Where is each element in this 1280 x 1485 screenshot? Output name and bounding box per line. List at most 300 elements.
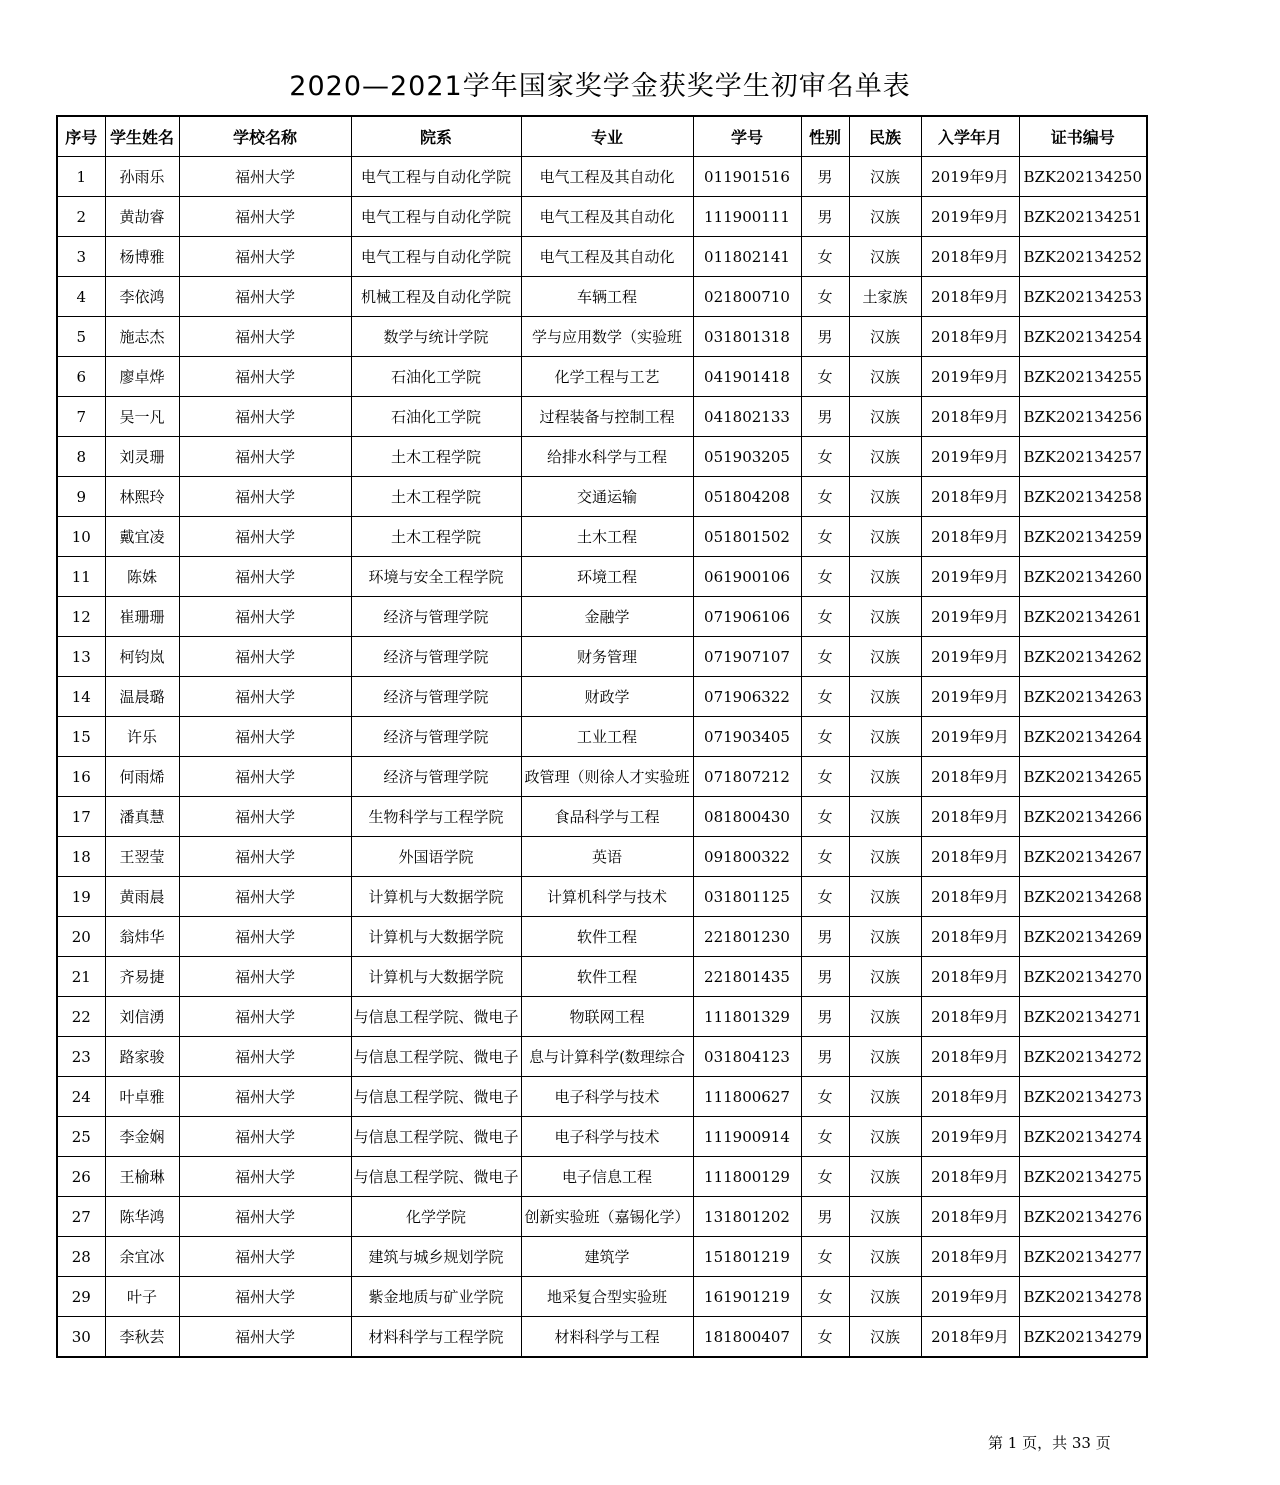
cell-ethnicity: 汉族 (849, 317, 921, 357)
cell-certificate-no: BZK202134275 (1019, 1157, 1147, 1197)
page-number: 第 1 页，共 33 页 (988, 1434, 1111, 1452)
cell-student-name: 路家骏 (105, 1037, 179, 1077)
cell-ethnicity: 汉族 (849, 397, 921, 437)
cell-ethnicity: 汉族 (849, 517, 921, 557)
cell-ethnicity: 土家族 (849, 277, 921, 317)
cell-enroll-date: 2019年9月 (921, 557, 1019, 597)
cell-gender: 男 (801, 957, 849, 997)
cell-ethnicity: 汉族 (849, 477, 921, 517)
table-row (57, 237, 1147, 277)
cell-gender: 女 (801, 1157, 849, 1197)
cell-student-id: 061900106 (693, 557, 801, 597)
cell-certificate-no: BZK202134276 (1019, 1197, 1147, 1237)
cell-major: 电子科学与技术 (521, 1077, 693, 1117)
cell-major: 电气工程及其自动化 (521, 157, 693, 197)
cell-enroll-date: 2019年9月 (921, 1117, 1019, 1157)
cell-index: 16 (57, 757, 105, 797)
cell-student-name: 廖卓烨 (105, 357, 179, 397)
cell-student-id: 111800627 (693, 1077, 801, 1117)
cell-gender: 女 (801, 237, 849, 277)
cell-index: 26 (57, 1157, 105, 1197)
table-row (57, 397, 1147, 437)
cell-school: 福州大学 (179, 277, 351, 317)
cell-enroll-date: 2018年9月 (921, 1197, 1019, 1237)
cell-gender: 男 (801, 317, 849, 357)
cell-certificate-no: BZK202134264 (1019, 717, 1147, 757)
cell-student-name: 李秋芸 (105, 1317, 179, 1358)
cell-student-id: 111900914 (693, 1117, 801, 1157)
cell-certificate-no: BZK202134258 (1019, 477, 1147, 517)
cell-student-name: 王榆琳 (105, 1157, 179, 1197)
cell-school: 福州大学 (179, 1037, 351, 1077)
cell-major: 政管理（则徐人才实验班 (521, 757, 693, 797)
cell-certificate-no: BZK202134259 (1019, 517, 1147, 557)
cell-major: 财政学 (521, 677, 693, 717)
cell-gender: 女 (801, 1317, 849, 1358)
cell-index: 19 (57, 877, 105, 917)
col-header-certificate-no: 证书编号 (1019, 116, 1147, 157)
cell-student-name: 温晨璐 (105, 677, 179, 717)
col-header-department: 院系 (351, 116, 521, 157)
cell-school: 福州大学 (179, 1157, 351, 1197)
cell-major: 计算机科学与技术 (521, 877, 693, 917)
cell-certificate-no: BZK202134257 (1019, 437, 1147, 477)
cell-ethnicity: 汉族 (849, 877, 921, 917)
cell-enroll-date: 2018年9月 (921, 317, 1019, 357)
cell-index: 15 (57, 717, 105, 757)
cell-school: 福州大学 (179, 197, 351, 237)
cell-certificate-no: BZK202134279 (1019, 1317, 1147, 1358)
cell-student-id: 071906106 (693, 597, 801, 637)
cell-student-id: 011901516 (693, 157, 801, 197)
cell-enroll-date: 2018年9月 (921, 1237, 1019, 1277)
cell-certificate-no: BZK202134266 (1019, 797, 1147, 837)
cell-major: 地采复合型实验班 (521, 1277, 693, 1317)
table-row (57, 717, 1147, 757)
cell-index: 18 (57, 837, 105, 877)
cell-school: 福州大学 (179, 157, 351, 197)
table-header-row (57, 116, 1147, 157)
cell-school: 福州大学 (179, 517, 351, 557)
cell-certificate-no: BZK202134253 (1019, 277, 1147, 317)
cell-department: 与信息工程学院、微电子 (351, 1037, 521, 1077)
cell-enroll-date: 2018年9月 (921, 837, 1019, 877)
cell-ethnicity: 汉族 (849, 597, 921, 637)
cell-enroll-date: 2019年9月 (921, 677, 1019, 717)
cell-school: 福州大学 (179, 1317, 351, 1358)
cell-department: 经济与管理学院 (351, 637, 521, 677)
table-row (57, 757, 1147, 797)
cell-department: 与信息工程学院、微电子 (351, 1077, 521, 1117)
cell-department: 生物科学与工程学院 (351, 797, 521, 837)
cell-enroll-date: 2018年9月 (921, 797, 1019, 837)
cell-student-id: 031801125 (693, 877, 801, 917)
cell-ethnicity: 汉族 (849, 1077, 921, 1117)
cell-major: 环境工程 (521, 557, 693, 597)
cell-enroll-date: 2018年9月 (921, 757, 1019, 797)
table-row (57, 277, 1147, 317)
cell-gender: 女 (801, 1277, 849, 1317)
cell-school: 福州大学 (179, 1117, 351, 1157)
col-header-ethnicity: 民族 (849, 116, 921, 157)
cell-certificate-no: BZK202134278 (1019, 1277, 1147, 1317)
cell-gender: 男 (801, 1037, 849, 1077)
cell-ethnicity: 汉族 (849, 157, 921, 197)
cell-department: 机械工程及自动化学院 (351, 277, 521, 317)
cell-student-name: 翁炜华 (105, 917, 179, 957)
cell-student-id: 011802141 (693, 237, 801, 277)
cell-student-id: 221801435 (693, 957, 801, 997)
cell-school: 福州大学 (179, 557, 351, 597)
cell-major: 材料科学与工程 (521, 1317, 693, 1358)
cell-certificate-no: BZK202134262 (1019, 637, 1147, 677)
cell-ethnicity: 汉族 (849, 917, 921, 957)
cell-student-name: 叶卓雅 (105, 1077, 179, 1117)
cell-certificate-no: BZK202134269 (1019, 917, 1147, 957)
cell-gender: 女 (801, 717, 849, 757)
cell-index: 17 (57, 797, 105, 837)
cell-school: 福州大学 (179, 677, 351, 717)
cell-student-id: 021800710 (693, 277, 801, 317)
cell-major: 给排水科学与工程 (521, 437, 693, 477)
cell-ethnicity: 汉族 (849, 1277, 921, 1317)
cell-student-name: 柯钧岚 (105, 637, 179, 677)
cell-gender: 女 (801, 597, 849, 637)
cell-index: 9 (57, 477, 105, 517)
cell-department: 计算机与大数据学院 (351, 917, 521, 957)
table-row (57, 1277, 1147, 1317)
table-row (57, 557, 1147, 597)
cell-school: 福州大学 (179, 757, 351, 797)
cell-enroll-date: 2018年9月 (921, 277, 1019, 317)
cell-index: 5 (57, 317, 105, 357)
cell-major: 学与应用数学（实验班 (521, 317, 693, 357)
col-header-student-name: 学生姓名 (105, 116, 179, 157)
cell-school: 福州大学 (179, 397, 351, 437)
cell-department: 环境与安全工程学院 (351, 557, 521, 597)
table-row (57, 997, 1147, 1037)
cell-ethnicity: 汉族 (849, 1157, 921, 1197)
cell-school: 福州大学 (179, 317, 351, 357)
cell-student-id: 071807212 (693, 757, 801, 797)
cell-index: 1 (57, 157, 105, 197)
cell-enroll-date: 2019年9月 (921, 437, 1019, 477)
cell-certificate-no: BZK202134256 (1019, 397, 1147, 437)
cell-certificate-no: BZK202134252 (1019, 237, 1147, 277)
cell-department: 经济与管理学院 (351, 597, 521, 637)
cell-index: 24 (57, 1077, 105, 1117)
cell-gender: 女 (801, 757, 849, 797)
cell-ethnicity: 汉族 (849, 1237, 921, 1277)
cell-certificate-no: BZK202134277 (1019, 1237, 1147, 1277)
cell-enroll-date: 2019年9月 (921, 597, 1019, 637)
cell-certificate-no: BZK202134250 (1019, 157, 1147, 197)
cell-enroll-date: 2019年9月 (921, 357, 1019, 397)
cell-school: 福州大学 (179, 837, 351, 877)
cell-student-name: 叶子 (105, 1277, 179, 1317)
cell-ethnicity: 汉族 (849, 677, 921, 717)
col-header-student-id: 学号 (693, 116, 801, 157)
cell-enroll-date: 2019年9月 (921, 637, 1019, 677)
cell-ethnicity: 汉族 (849, 1317, 921, 1358)
cell-student-id: 071907107 (693, 637, 801, 677)
cell-index: 20 (57, 917, 105, 957)
cell-school: 福州大学 (179, 717, 351, 757)
cell-index: 6 (57, 357, 105, 397)
cell-school: 福州大学 (179, 917, 351, 957)
cell-ethnicity: 汉族 (849, 757, 921, 797)
cell-index: 23 (57, 1037, 105, 1077)
cell-department: 与信息工程学院、微电子 (351, 1157, 521, 1197)
table-row (57, 677, 1147, 717)
table-row (57, 917, 1147, 957)
cell-school: 福州大学 (179, 477, 351, 517)
cell-enroll-date: 2018年9月 (921, 237, 1019, 277)
scholarship-table (56, 115, 1148, 1358)
table-row (57, 1157, 1147, 1197)
table-row (57, 797, 1147, 837)
cell-student-id: 111900111 (693, 197, 801, 237)
cell-department: 化学学院 (351, 1197, 521, 1237)
table-row (57, 957, 1147, 997)
cell-ethnicity: 汉族 (849, 1197, 921, 1237)
cell-student-id: 181800407 (693, 1317, 801, 1358)
cell-certificate-no: BZK202134268 (1019, 877, 1147, 917)
cell-index: 29 (57, 1277, 105, 1317)
cell-enroll-date: 2019年9月 (921, 197, 1019, 237)
cell-student-name: 余宜冰 (105, 1237, 179, 1277)
cell-index: 21 (57, 957, 105, 997)
cell-ethnicity: 汉族 (849, 997, 921, 1037)
cell-enroll-date: 2018年9月 (921, 877, 1019, 917)
cell-school: 福州大学 (179, 637, 351, 677)
col-header-gender: 性别 (801, 116, 849, 157)
cell-school: 福州大学 (179, 437, 351, 477)
cell-index: 30 (57, 1317, 105, 1358)
cell-student-id: 031801318 (693, 317, 801, 357)
cell-school: 福州大学 (179, 997, 351, 1037)
cell-enroll-date: 2018年9月 (921, 1317, 1019, 1358)
cell-certificate-no: BZK202134273 (1019, 1077, 1147, 1117)
cell-major: 交通运输 (521, 477, 693, 517)
cell-student-name: 崔珊珊 (105, 597, 179, 637)
cell-department: 外国语学院 (351, 837, 521, 877)
cell-enroll-date: 2018年9月 (921, 957, 1019, 997)
cell-major: 电气工程及其自动化 (521, 197, 693, 237)
cell-index: 8 (57, 437, 105, 477)
cell-index: 22 (57, 997, 105, 1037)
cell-student-name: 许乐 (105, 717, 179, 757)
col-header-school: 学校名称 (179, 116, 351, 157)
cell-student-id: 091800322 (693, 837, 801, 877)
cell-gender: 男 (801, 197, 849, 237)
cell-gender: 女 (801, 637, 849, 677)
cell-department: 数学与统计学院 (351, 317, 521, 357)
cell-student-name: 黄劼睿 (105, 197, 179, 237)
cell-index: 13 (57, 637, 105, 677)
col-header-enroll-date: 入学年月 (921, 116, 1019, 157)
cell-enroll-date: 2018年9月 (921, 1157, 1019, 1197)
cell-major: 息与计算科学(数理综合 (521, 1037, 693, 1077)
cell-enroll-date: 2018年9月 (921, 477, 1019, 517)
cell-gender: 女 (801, 477, 849, 517)
cell-gender: 女 (801, 277, 849, 317)
table-row (57, 197, 1147, 237)
cell-gender: 女 (801, 517, 849, 557)
cell-index: 4 (57, 277, 105, 317)
cell-ethnicity: 汉族 (849, 837, 921, 877)
cell-department: 土木工程学院 (351, 477, 521, 517)
cell-school: 福州大学 (179, 877, 351, 917)
cell-student-name: 黄雨晨 (105, 877, 179, 917)
cell-student-name: 施志杰 (105, 317, 179, 357)
cell-department: 土木工程学院 (351, 517, 521, 557)
table-row (57, 157, 1147, 197)
cell-major: 财务管理 (521, 637, 693, 677)
cell-enroll-date: 2018年9月 (921, 997, 1019, 1037)
cell-school: 福州大学 (179, 597, 351, 637)
cell-gender: 女 (801, 797, 849, 837)
cell-enroll-date: 2018年9月 (921, 517, 1019, 557)
cell-student-id: 221801230 (693, 917, 801, 957)
cell-student-name: 何雨烯 (105, 757, 179, 797)
cell-gender: 男 (801, 997, 849, 1037)
cell-gender: 女 (801, 837, 849, 877)
cell-ethnicity: 汉族 (849, 237, 921, 277)
cell-major: 物联网工程 (521, 997, 693, 1037)
cell-department: 土木工程学院 (351, 437, 521, 477)
cell-index: 3 (57, 237, 105, 277)
cell-gender: 女 (801, 1077, 849, 1117)
cell-certificate-no: BZK202134274 (1019, 1117, 1147, 1157)
cell-gender: 男 (801, 397, 849, 437)
table-row (57, 1237, 1147, 1277)
cell-certificate-no: BZK202134260 (1019, 557, 1147, 597)
cell-student-id: 051801502 (693, 517, 801, 557)
cell-index: 25 (57, 1117, 105, 1157)
cell-major: 车辆工程 (521, 277, 693, 317)
cell-department: 电气工程与自动化学院 (351, 237, 521, 277)
cell-enroll-date: 2019年9月 (921, 717, 1019, 757)
cell-student-id: 041802133 (693, 397, 801, 437)
cell-enroll-date: 2019年9月 (921, 1277, 1019, 1317)
cell-certificate-no: BZK202134261 (1019, 597, 1147, 637)
cell-gender: 男 (801, 1197, 849, 1237)
cell-major: 过程装备与控制工程 (521, 397, 693, 437)
cell-gender: 女 (801, 677, 849, 717)
cell-major: 电气工程及其自动化 (521, 237, 693, 277)
cell-student-id: 051804208 (693, 477, 801, 517)
cell-student-id: 041901418 (693, 357, 801, 397)
table-row (57, 637, 1147, 677)
col-header-major: 专业 (521, 116, 693, 157)
cell-school: 福州大学 (179, 1077, 351, 1117)
table-row (57, 437, 1147, 477)
table-row (57, 317, 1147, 357)
cell-gender: 女 (801, 357, 849, 397)
cell-index: 12 (57, 597, 105, 637)
cell-student-name: 刘信湧 (105, 997, 179, 1037)
table-row (57, 597, 1147, 637)
cell-school: 福州大学 (179, 237, 351, 277)
table-row (57, 1117, 1147, 1157)
table-row (57, 1077, 1147, 1117)
cell-department: 与信息工程学院、微电子 (351, 1117, 521, 1157)
cell-student-name: 陈姝 (105, 557, 179, 597)
cell-major: 创新实验班（嘉锡化学） (521, 1197, 693, 1237)
cell-enroll-date: 2019年9月 (921, 157, 1019, 197)
table-row (57, 477, 1147, 517)
cell-major: 化学工程与工艺 (521, 357, 693, 397)
cell-department: 紫金地质与矿业学院 (351, 1277, 521, 1317)
cell-index: 10 (57, 517, 105, 557)
cell-school: 福州大学 (179, 957, 351, 997)
cell-index: 14 (57, 677, 105, 717)
cell-index: 7 (57, 397, 105, 437)
cell-major: 软件工程 (521, 917, 693, 957)
cell-enroll-date: 2018年9月 (921, 1037, 1019, 1077)
cell-school: 福州大学 (179, 797, 351, 837)
cell-department: 经济与管理学院 (351, 717, 521, 757)
cell-department: 电气工程与自动化学院 (351, 157, 521, 197)
cell-school: 福州大学 (179, 1237, 351, 1277)
cell-student-id: 131801202 (693, 1197, 801, 1237)
cell-ethnicity: 汉族 (849, 357, 921, 397)
cell-major: 电子科学与技术 (521, 1117, 693, 1157)
cell-enroll-date: 2018年9月 (921, 917, 1019, 957)
cell-ethnicity: 汉族 (849, 1037, 921, 1077)
cell-gender: 女 (801, 437, 849, 477)
cell-enroll-date: 2018年9月 (921, 397, 1019, 437)
cell-gender: 女 (801, 1237, 849, 1277)
cell-ethnicity: 汉族 (849, 557, 921, 597)
cell-ethnicity: 汉族 (849, 437, 921, 477)
table-row (57, 837, 1147, 877)
cell-gender: 男 (801, 917, 849, 957)
cell-major: 工业工程 (521, 717, 693, 757)
cell-certificate-no: BZK202134272 (1019, 1037, 1147, 1077)
cell-student-name: 潘真慧 (105, 797, 179, 837)
cell-major: 食品科学与工程 (521, 797, 693, 837)
cell-gender: 女 (801, 1117, 849, 1157)
cell-student-name: 戴宜凌 (105, 517, 179, 557)
cell-certificate-no: BZK202134263 (1019, 677, 1147, 717)
cell-school: 福州大学 (179, 1277, 351, 1317)
cell-student-id: 111800129 (693, 1157, 801, 1197)
cell-student-id: 071906322 (693, 677, 801, 717)
table-row (57, 517, 1147, 557)
col-header-index: 序号 (57, 116, 105, 157)
cell-student-id: 071903405 (693, 717, 801, 757)
cell-department: 与信息工程学院、微电子 (351, 997, 521, 1037)
cell-department: 经济与管理学院 (351, 677, 521, 717)
cell-enroll-date: 2018年9月 (921, 1077, 1019, 1117)
cell-student-name: 齐易捷 (105, 957, 179, 997)
cell-gender: 女 (801, 877, 849, 917)
cell-department: 石油化工学院 (351, 357, 521, 397)
cell-student-name: 李依鸿 (105, 277, 179, 317)
cell-department: 材料科学与工程学院 (351, 1317, 521, 1358)
cell-index: 28 (57, 1237, 105, 1277)
cell-department: 电气工程与自动化学院 (351, 197, 521, 237)
cell-department: 石油化工学院 (351, 397, 521, 437)
cell-ethnicity: 汉族 (849, 797, 921, 837)
cell-certificate-no: BZK202134270 (1019, 957, 1147, 997)
cell-certificate-no: BZK202134265 (1019, 757, 1147, 797)
cell-index: 11 (57, 557, 105, 597)
cell-certificate-no: BZK202134251 (1019, 197, 1147, 237)
table-row (57, 357, 1147, 397)
